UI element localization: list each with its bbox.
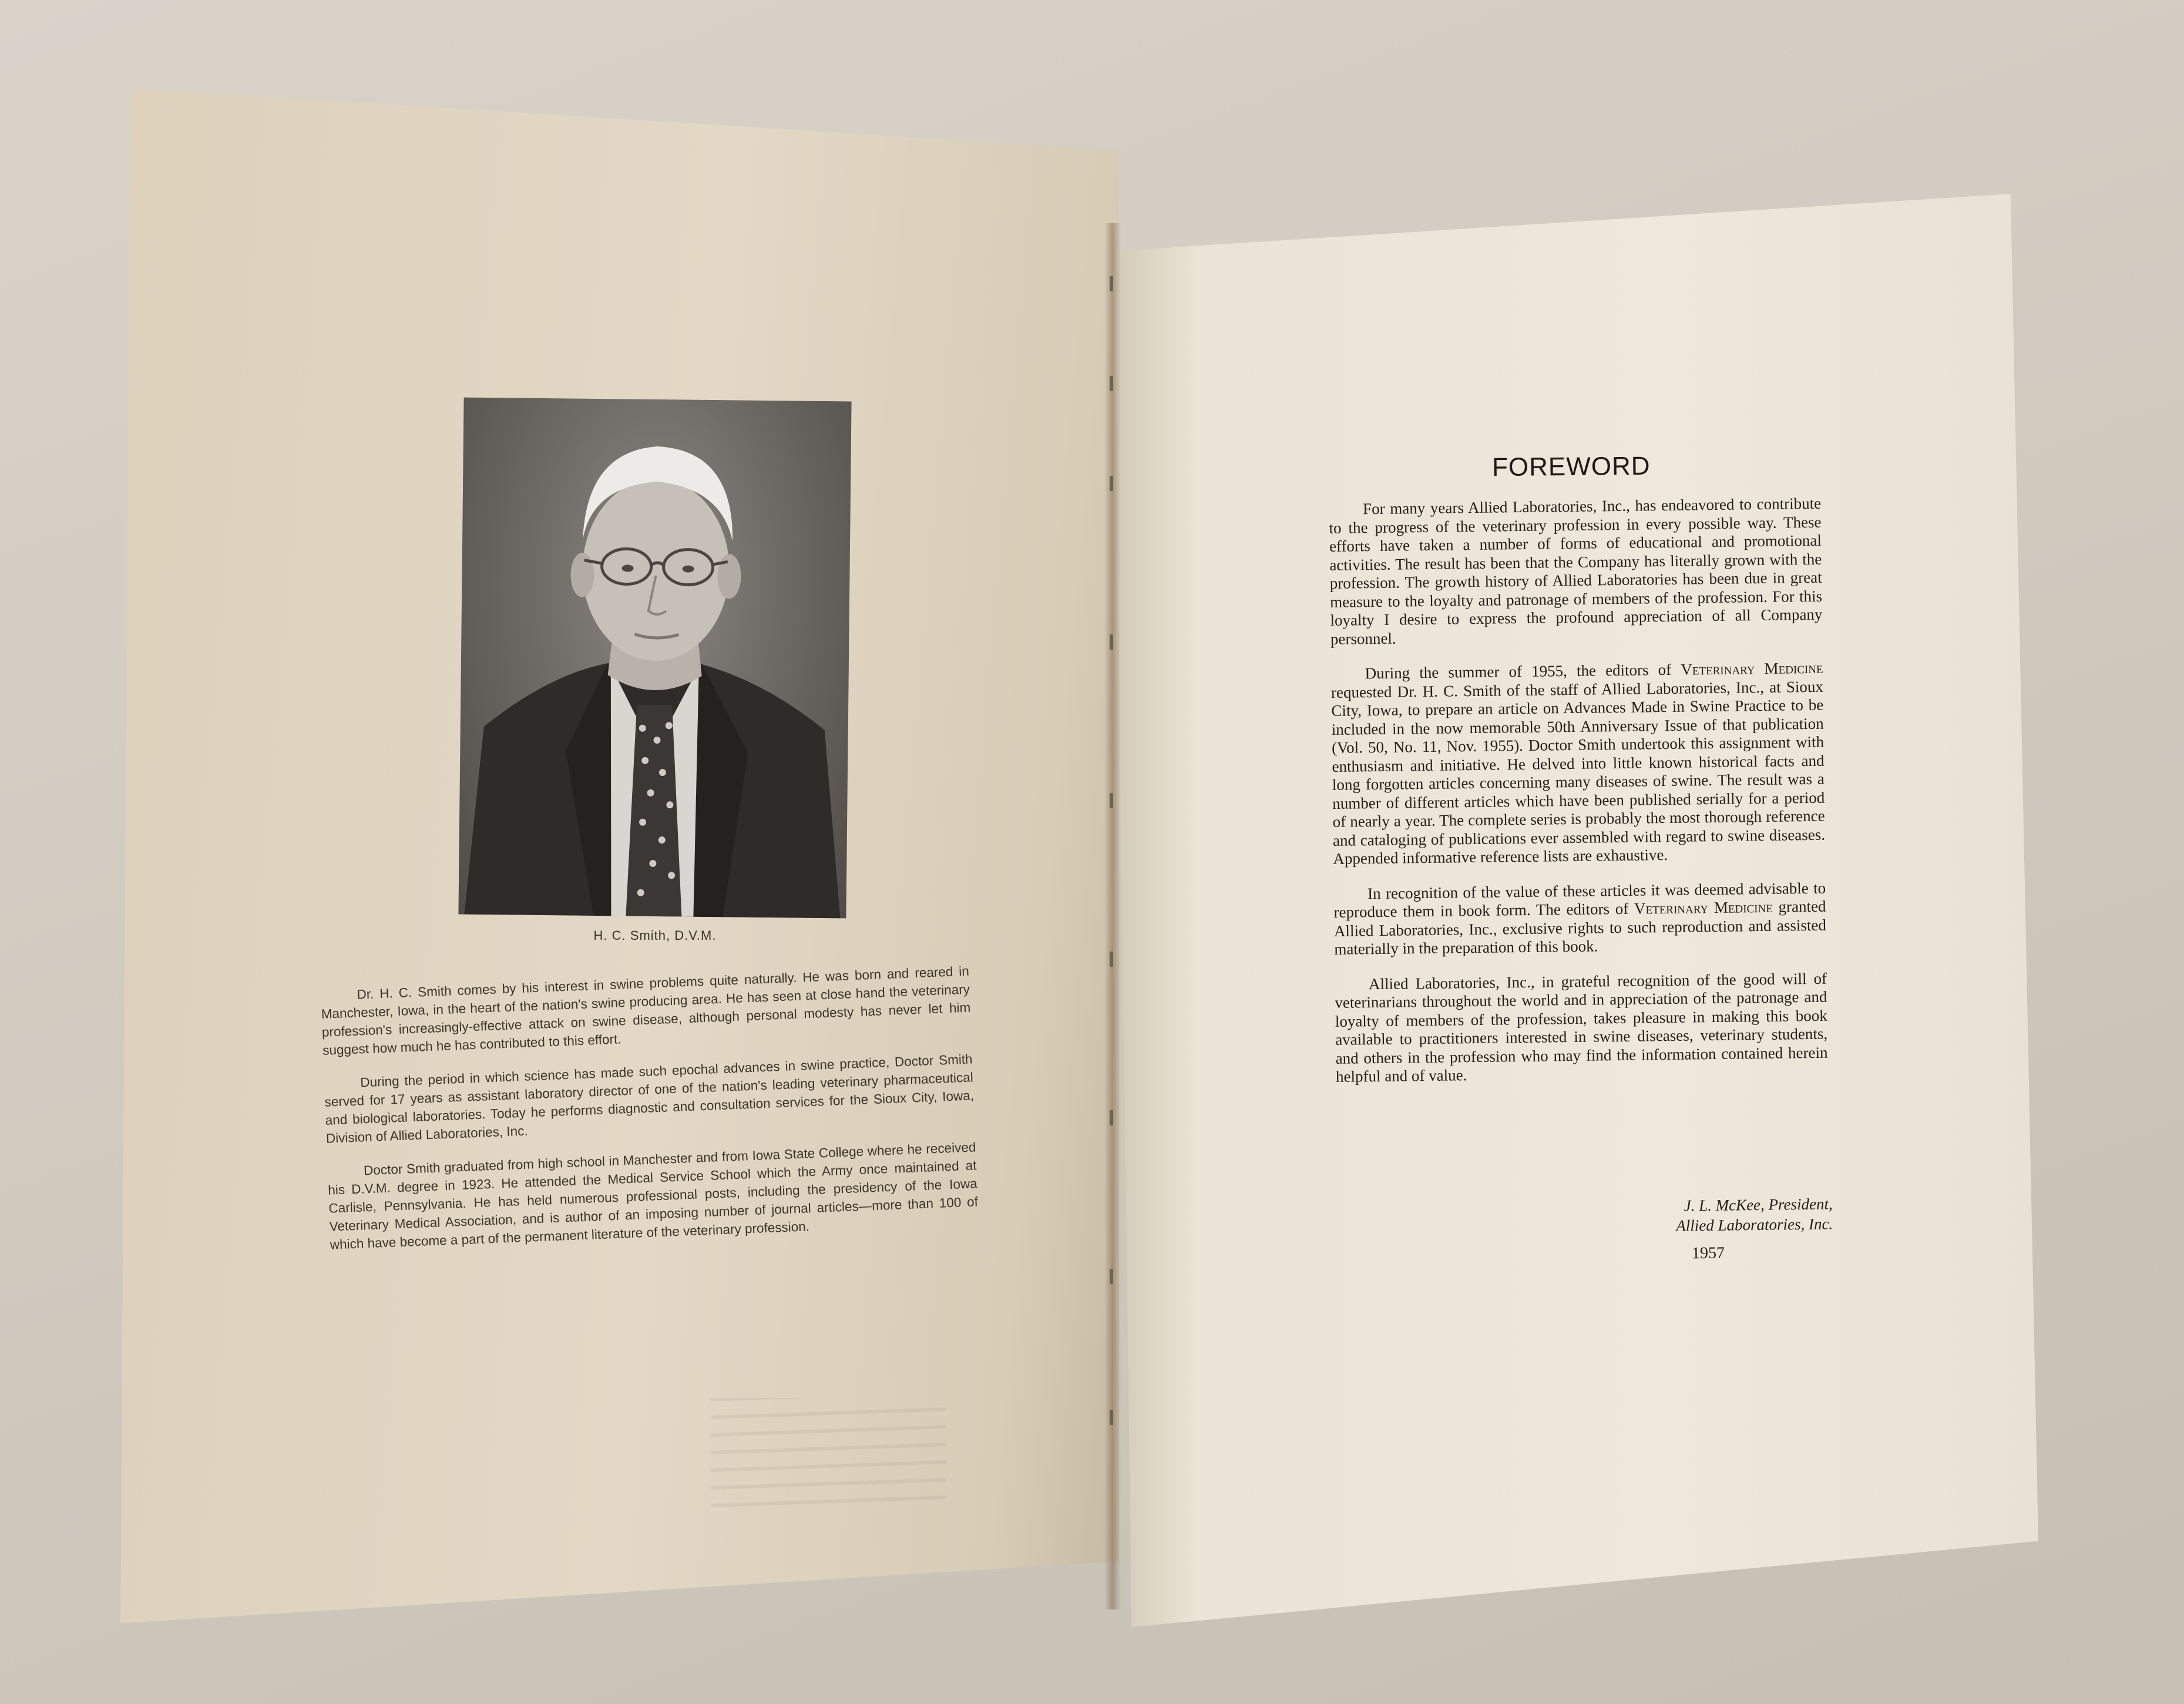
signature-company: Allied Laboratories, Inc. (1676, 1215, 1833, 1235)
journal-name: Veterinary Medicine (1681, 658, 1823, 678)
foreword-text: granted Allied Laboratories, Inc., exclusive rights to such reproduction and assisted materially in the preparation of this book. (1333, 897, 1827, 958)
foreword-paragraph: Allied Laboratories, Inc., in grateful recognition of the good will of veterinarians throughout the world and in appreciation of the patronage and loyalty of members of the profession, takes pleasure in making this book available to practitioners interested in swine diseases, veterinary students, and others in the profession who may find the information contained herein helpful and of value. (1335, 969, 1828, 1085)
staple-mark (1110, 952, 1113, 967)
foreword-body (1329, 495, 1828, 1103)
staple-mark (1110, 1110, 1113, 1125)
portrait-illustration (458, 398, 851, 919)
staple-mark (1110, 1269, 1113, 1284)
staple-mark (1110, 1410, 1113, 1425)
staple-mark (1110, 476, 1113, 491)
foreword-text: During the summer of 1955, the editors of (1365, 660, 1672, 683)
staple-mark (1110, 793, 1113, 808)
biography-paragraph: Doctor Smith graduated from high school in Manchester and from Iowa State College where he received his D.V.M. degree in 1923. He attended the Medical Service School which the Army once maintained at Carlisle, Pennsylvania. He has held numerous professional posts, including the presidency of the Iowa Veterinary Medical Association, and is author of an imposing number of journal articles—more than 100 of which have become a part of the permanent literature of the veterinary profession. (327, 1140, 979, 1252)
staple-mark (1110, 634, 1113, 650)
biography-text (320, 962, 980, 1269)
biography-paragraph: Dr. H. C. Smith comes by his interest in swine problems quite naturally. He was born and reared in Manchester, Iowa, in the heart of the nation's swine producing area. He has seen at close hand the veterinary profession's increasingly-effective attack on swine disease, although personal modesty has never let him suggest how much he has contributed to this effort. (321, 963, 971, 1058)
staple-mark (1110, 276, 1113, 291)
show-through-text (711, 1398, 946, 1510)
biography-paragraph: During the period in which science has made such epochal advances in swine practice, Doctor Smith served for 17 years as assistant laboratory director of one of the nation's leading veterinary pharmaceutical and biological laboratories. Today he performs diagnostic and consultation services for the Sioux City, Iowa, Division of Allied Laboratories, Inc. (324, 1051, 975, 1146)
signature-name: J. L. McKee, President, (1684, 1195, 1833, 1215)
staple-mark (1110, 376, 1113, 391)
journal-name: Veterinary Medicine (1634, 898, 1773, 917)
foreword-paragraph: For many years Allied Laboratories, Inc., has endeavored to contribute to the progress of the veterinary profession in every possible way. These efforts have taken a number of forms of educational and promotional activities. The result has been that the Company has literally grown with the profession. The growth history of Allied Laboratories has been due in great measure to the loyalty and patronage of members of the profession. For this loyalty I desire to express the profound appreciation of all Company personnel. (1329, 494, 1823, 648)
foreword-title: FOREWORD (1491, 451, 1651, 482)
portrait-caption: H. C. Smith, D.V.M. (593, 928, 717, 943)
foreword-text: requested Dr. H. C. Smith of the staff of Allied Laboratories, Inc., at Sioux City, Iowa, to prepare an article on Advances Made in Swine Practice to be included in the now memorable 50th Anniversary Issue of that publication (Vol. 50, No. 11, Nov. 1955). Doctor Smith undertook this assignment with enthusiasm and initiative. He delved into little known historical facts and long forgotten articles concerning many diseases of swine. The result was a number of different articles which have been published serially for a period of nearly a year. The complete series is probably the most thorough reference and cataloging of publications ever assembled with regard to swine diseases. Appended informative reference lists are exhaustive. (1330, 677, 1826, 868)
foreword-paragraph (1333, 879, 1826, 959)
foreword-paragraph (1330, 659, 1825, 869)
signature-block (1586, 1194, 1833, 1236)
publication-year: 1957 (1691, 1243, 1725, 1263)
portrait-photo (458, 398, 851, 919)
book-spine (1104, 223, 1121, 1609)
foreword-text: In recognition of the value of these articles it was deemed advisable to reproduce them in book form. The editors of (1333, 879, 1826, 921)
